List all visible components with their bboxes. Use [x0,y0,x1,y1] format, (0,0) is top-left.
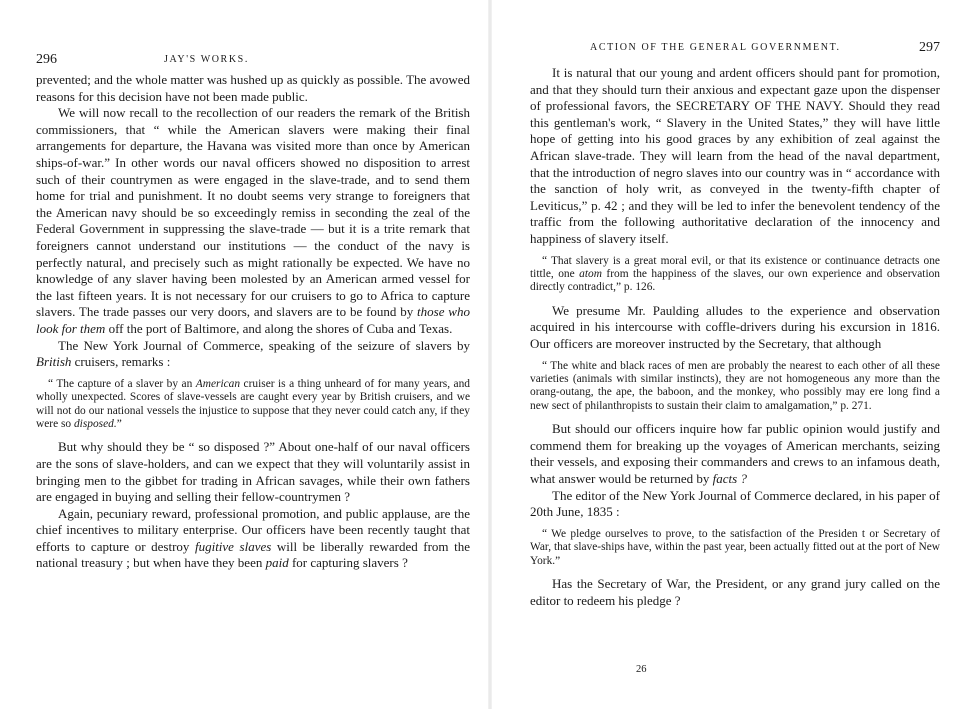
right-page-number: 297 [919,40,940,55]
right-page [490,0,980,709]
right-paragraph-4: The editor of the New York Journal of Commerce declared, in his paper of 20th June, 1835 : [530,487,940,520]
left-page-number: 296 [36,52,57,67]
left-quote-1: “ The capture of a slaver by an American cruiser is a thing unheard of for many years, and wholly unexpected. Scores of slave-vessels are caught every year by British cruisers, and we will not do our national vessels the injustice to suppose that they never could catch any, if they were so disposed.” [36,377,470,430]
signature-mark: 26 [636,664,647,675]
right-paragraph-2: We presume Mr. Paulding alludes to the experience and observation acquired in his intercourse with coffle-drivers during his excursion in 1816. Our officers are moreover instructed by the Secretary, that although [530,302,940,351]
left-paragraph-1: prevented; and the whole matter was hushed up as quickly as possible. The avowed reasons for this decision have not been made public. [36,72,470,104]
right-quote-2: “ The white and black races of men are probably the nearest to each other of all these varieties (animals with similar instincts), they are not homogeneous any more than the orang-outang, the ape, the baboon, and the monkey, who possibly may ere long find a new sect of philanthropists to sustain their claim to amalgamation,” p. 271. [530,359,940,412]
right-paragraph-3: But should our officers inquire how far public opinion would justify and commend them for breaking up the voyages of American merchants, seizing their vessels, and exposing their commanders and crews to an infamous death, what answer would be returned by facts ? [530,421,940,486]
left-paragraph-4: But why should they be “ so disposed ?” About one-half of our naval officers are the sons of slave-holders, and can we expect that they will voluntarily assist in bringing men to the gibbet for trading in African savages, while their own fathers are engaged in buying and selling their fellow-countrymen ? [36,439,470,505]
right-page-header [530,38,940,56]
left-paragraph-3: The New York Journal of Commerce, speaking of the seizure of slavers by British cruisers, remarks : [36,337,470,370]
right-running-head: ACTION OF THE GENERAL GOVERNMENT. [590,42,841,53]
left-running-head: JAY'S WORKS. [164,54,249,65]
right-quote-1: “ That slavery is a great moral evil, or that its existence or continuance detracts one tittle, one atom from the happiness of the slaves, our own experience and observation directly contradict,” p. 126. [530,254,940,294]
right-paragraph-5: Has the Secretary of War, the President, or any grand jury called on the editor to redeem his pledge ? [530,575,940,608]
left-page-header [36,50,470,68]
left-paragraph-5: Again, pecuniary reward, professional promotion, and public applause, are the chief incentives to military enterprise. Our officers have been recently taught that efforts to capture or destroy fugitive slaves will be liberally rewarded from the national treasury ; but when have they been paid for capturing slavers ? [36,505,470,571]
right-paragraph-1: It is natural that our young and ardent officers should pant for promotion, and that they should turn their anxious and expectant gaze upon the dispenser of professional favors, the SECRETARY OF THE NAVY. Should they read this gentleman's work, “ Slavery in the United States,” they will have little hope of getting into his good graces by any exhibition of zeal against the African slave-trade. They will learn from the head of the naval department, that the introduction of negro slaves into our country was in “ accordance with the sanction of holy writ, as conveyed in the twenty-fifth chapter of Leviticus,” p. 42 ; and they will be led to infer the benevolent tendency of the traffic from the following authoritative declaration of the innocency and happiness of slavery itself. [530,65,940,246]
right-quote-3: “ We pledge ourselves to prove, to the satisfaction of the Presiden t or Secretary of War, that slave-ships have, within the past year, been actually fitted out at the port of New York.” [530,527,940,567]
left-paragraph-2: We will now recall to the recollection of our readers the remark of the British commissioners, that “ while the American slavers were making their final arrangements for departure, the Havana was visited more than once by American ships-of-war.” In other words our naval officers showed no disposition to arrest such of their countrymen as were engaged in the slave-trade, and to send them home for trial and punishment. It no doubt seems very strange to foreigners that the American navy should be so exceedingly remiss in seconding the zeal of the Federal Government in suppressing the slave-trade — but it is a trite remark that foreigners cannot understand our institutions — the conduct of the navy is perfectly natural, and precisely such as might rationally be expected. We have no knowledge of any slaver having been molested by an American armed vessel for the last fifteen years. It is not necessary for our cruisers to go to Africa to capture slavers. The trade passes our very doors, and slavers are to be found by those who look for them off the port of Baltimore, and along the shores of Cuba and Texas. [36,105,470,336]
